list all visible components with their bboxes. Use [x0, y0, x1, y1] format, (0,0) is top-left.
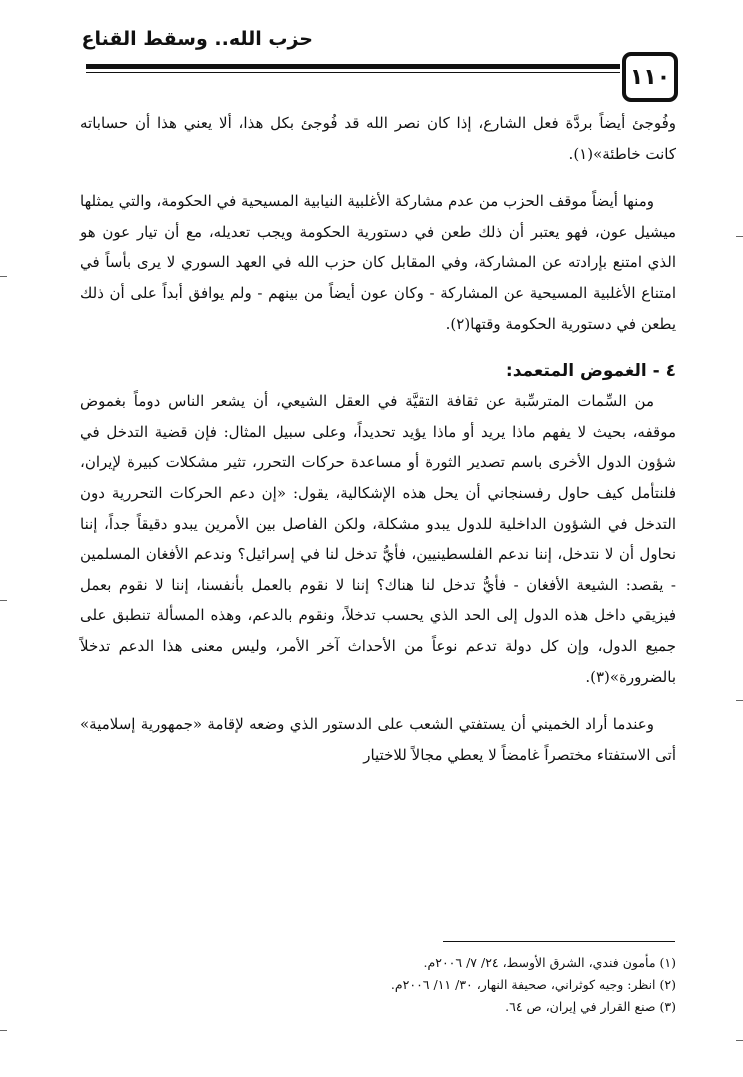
margin-mark [736, 1040, 743, 1041]
main-text [80, 108, 676, 787]
margin-mark [736, 700, 743, 701]
footnote-3: (٣) صنع القرار في إيران، ص ٦٤. [505, 999, 676, 1014]
paragraph-referendum: وعندما أراد الخميني أن يستفتي الشعب على الدستور الذي وضعه لإقامة «جمهورية إسلامية» أتى الاستفتاء مختصراً غامضاً لا يعطي مجالاً للاختيار [80, 715, 676, 764]
margin-mark [736, 236, 743, 237]
footnote-2: (٢) انظر: وجيه كوثراني، صحيفة النهار، ٣٠/ ١١/ ٢٠٠٦م. [390, 977, 676, 992]
page-number: ١١٠ [622, 52, 678, 102]
footnote-1: (١) مأمون فندي، الشرق الأوسط، ٢٤/ ٧/ ٢٠٠٦م. [423, 955, 676, 970]
footnotes [80, 952, 676, 1018]
margin-mark [0, 600, 7, 601]
header-rule-thick [86, 64, 620, 69]
paragraph-party-position: ومنها أيضاً موقف الحزب من عدم مشاركة الأغلبية النيابية المسيحية في الحكومة، والتي يمثلها ميشيل عون، فهو يعتبر أن ذلك طعن في دستورية الحكومة ويجب تعديله، مع أن تيار عون هو الذي امتنع بإرادته عن المشاركة، وفي المقابل كان حزب الله في العهد السوري لا يرى بأساً في امتناع الأغلبية المسيحية عن المشاركة - وكان عون أيضاً من بينهم - ولم يوافق أبداً على أن ذلك يطعن في دستورية الحكومة وقتها(٢). [80, 192, 676, 333]
margin-mark [0, 1030, 7, 1031]
footnote-separator [443, 941, 675, 942]
paragraph-ambiguity: من السِّمات المترسِّبة عن ثقافة التقيَّة في العقل الشيعي، أن يشعر الناس دوماً بغموض موقفه، بحيث لا يفهم ماذا يريد أو ماذا يؤيد تحديداً، وعلى سبيل المثال: فإن قضية التدخل في شؤون الدول الأخرى باسم تصدير الثورة أو مساعدة حركات التحرر، تثير مشكلات كبيرة لإيران، فلنتأمل كيف حاول رفسنجاني أن يحل هذه الإشكالية، يقول: «إن دعم الحركات التحررية دون التدخل في الشؤون الداخلية للدول يبدو مشكلة، ولكن الفاصل بين الأمرين يبدو دقيقاً جداً، إننا نحاول أن لا نتدخل، إننا ندعم الفلسطينيين، فأيُّ تدخل لنا في إسرائيل؟ وندعم الأفغان المسلمين - يقصد: الشيعة الأفغان - فأيُّ تدخل لنا هناك؟ إننا لا نقوم بالعمل بأنفسنا، إننا لا نقوم بعمل فيزيقي داخل هذه الدول إلى الحد الذي يحسب تدخلاً، ونقوم بالدعم، وهذه المسألة تنطبق على جميع الدول، وإن كل دولة تدعم نوعاً من الأحداث آخر الأمر، وليس معنى هذا الدعم تدخلاً بالضرورة»(٣). [80, 392, 676, 686]
paragraph-continued: وفُوجئ أيضاً بردَّة فعل الشارع، إذا كان نصر الله قد فُوجئ بكل هذا، ألا يعني هذا أن حساباته كانت خاطئة»(١). [80, 114, 676, 163]
section-heading: ٤ - الغموض المتعمد: [505, 361, 676, 382]
margin-mark [0, 276, 7, 277]
running-title: حزب الله.. وسقط القناع [81, 28, 313, 50]
header-rule-thin [86, 72, 620, 73]
